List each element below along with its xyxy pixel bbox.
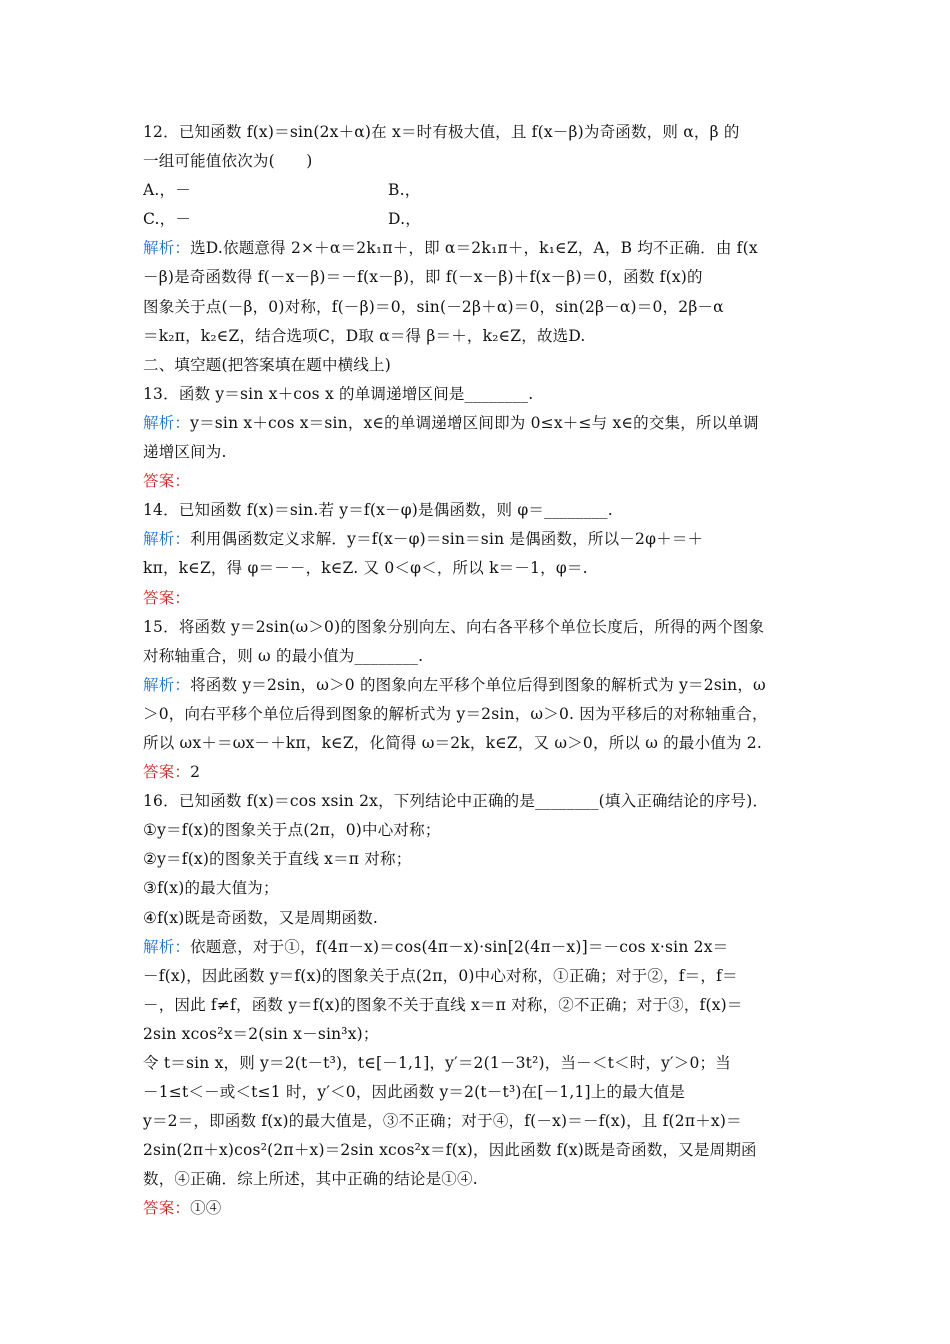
q13-analysis-line-2: 递增区间为.	[143, 443, 227, 462]
q12-stem-line-1: 12．已知函数 f(x)＝sin(2x＋α)在 x＝时有极大值，且 f(x－β)为奇函数，则 α，β 的	[143, 123, 740, 141]
q16-item-4: ④f(x)既是奇函数，又是周期函数.	[143, 908, 378, 927]
q15-answer	[143, 758, 809, 787]
q14-analysis-label: 解析：	[143, 530, 191, 549]
q13-analysis-label: 解析：	[143, 413, 191, 432]
q16-answer-label: 答案：	[143, 1199, 191, 1218]
q15-analysis-text: 将函数 y＝2sin，ω＞0 的图象向左平移个单位后得到图象的解析式为 y＝2sin，ω	[190, 675, 766, 694]
q16-answer	[143, 1194, 809, 1223]
q13-answer	[143, 467, 809, 496]
q12-option-d: D.，	[388, 210, 421, 229]
q16-analysis-line-1	[143, 933, 809, 962]
q12-analysis-line-2: －β)是奇函数得 f(－x－β)＝－f(x－β)，即 f(－x－β)＋f(x－β)＝0，函数 f(x)的	[143, 268, 703, 287]
q13-answer-label: 答案：	[143, 472, 191, 491]
q14-stem: 14．已知函数 f(x)＝sin.若 y＝f(x－φ)是偶函数，则 φ＝________.	[143, 501, 613, 520]
q16-analysis-line-5: 令 t＝sin x，则 y＝2(t－t³)，t∈[－1,1]，y′＝2(1－3t²)，当－＜t＜时，y′＞0；当	[143, 1054, 731, 1072]
content-area	[143, 118, 809, 1224]
q12-options-row-1	[143, 176, 809, 205]
q15-analysis-label: 解析：	[143, 675, 191, 694]
q15-answer-value: 2	[190, 763, 201, 782]
q16-analysis-line-3: －，因此 f≠f，函数 y＝f(x)的图象不关于直线 x＝π 对称，②不正确；对于③，f(x)＝	[143, 995, 743, 1014]
q16-analysis-line-2: －f(x)，因此函数 y＝f(x)的图象关于点(2π，0)中心对称，①正确；对于②，f＝，f＝	[143, 966, 738, 985]
q16-stem: 16．已知函数 f(x)＝cos xsin 2x，下列结论中正确的是________(填入正确结论的序号)．	[143, 792, 769, 811]
q12-analysis-line-3: 图象关于点(－β，0)对称，f(－β)＝0，sin(－2β＋α)＝0，sin(2β－α)＝0，2β－α	[143, 297, 724, 316]
q15-analysis-line-1	[143, 671, 809, 700]
q12-analysis-label: 解析：	[143, 239, 191, 258]
q15-stem-line-2: 对称轴重合，则 ω 的最小值为________.	[143, 646, 424, 665]
q12-options-row-2	[143, 205, 809, 234]
q16-analysis-line-9: 数，④正确．综上所述，其中正确的结论是①④.	[143, 1170, 478, 1189]
q14-answer-label: 答案：	[143, 588, 191, 607]
q16-analysis-line-8: 2sin(2π＋x)cos²(2π＋x)＝2sin xcos²x＝f(x)，因此函数 f(x)既是奇函数，又是周期函	[143, 1141, 757, 1160]
q16-answer-value: ①④	[190, 1199, 222, 1218]
q12-option-c: C.，－	[143, 210, 192, 229]
section-title: 二、填空题(把答案填在题中横线上)	[143, 355, 391, 374]
q14-analysis-line-1	[143, 525, 809, 554]
q16-item-2: ②y＝f(x)的图象关于直线 x＝π 对称；	[143, 850, 412, 869]
q15-analysis-line-3: 所以 ωx＋＝ωx－＋kπ，k∈Z，化简得 ω＝2k，k∈Z，又 ω＞0，所以 ω 的最小值为 2.	[143, 733, 762, 752]
q14-analysis-text: 利用偶函数定义求解．y＝f(x－φ)＝sin＝sin 是偶函数，所以－2φ＋＝＋	[190, 530, 704, 549]
q12-option-a: A.，－	[143, 181, 191, 200]
q13-analysis-text: y＝sin x＋cos x＝sin，x∈的单调递增区间即为 0≤x＋≤与 x∈的交集，所以单调	[190, 413, 759, 432]
q15-stem-line-1: 15．将函数 y＝2sin(ω＞0)的图象分别向左、向右各平移个单位长度后，所得的两个图象	[143, 617, 765, 636]
q16-item-1: ①y＝f(x)的图象关于点(2π，0)中心对称；	[143, 821, 441, 840]
q12-stem-line-2: 一组可能值依次为( )	[143, 152, 313, 171]
q15-analysis-line-2: ＞0，向右平移个单位后得到图象的解析式为 y＝2sin，ω＞0. 因为平移后的对称轴重合，	[143, 704, 768, 723]
q16-analysis-line-4: 2sin xcos²x＝2(sin x－sin³x)；	[143, 1024, 379, 1043]
q16-item-3: ③f(x)的最大值为；	[143, 879, 279, 898]
q15-answer-label: 答案：	[143, 763, 191, 782]
q13-stem: 13．函数 y＝sin x＋cos x 的单调递增区间是________.	[143, 384, 534, 403]
q16-analysis-text: 依题意，对于①，f(4π－x)＝cos(4π－x)·sin[2(4π－x)]＝－cos x·sin 2x＝	[190, 937, 729, 956]
q16-analysis-line-7: y＝2＝，即函数 f(x)的最大值是，③不正确；对于④，f(－x)＝－f(x)，且 f(2π＋x)＝	[143, 1112, 742, 1131]
q12-analysis-line-4: ＝k₂π，k₂∈Z，结合选项C，D取 α＝得 β＝＋，k₂∈Z，故选D.	[143, 326, 586, 345]
q14-analysis-line-2: kπ，k∈Z，得 φ＝－－，k∈Z. 又 0＜φ＜，所以 k＝－1，φ＝.	[143, 559, 588, 578]
q16-analysis-label: 解析：	[143, 937, 191, 956]
q12-analysis-text: 选D.依题意得 2×＋α＝2k₁π＋，即 α＝2k₁π＋，k₁∈Z，A，B 均不正确．由 f(x	[190, 239, 758, 258]
q12-option-b: B.，	[388, 181, 421, 200]
q13-analysis-line-1	[143, 409, 809, 438]
q12-analysis-line-1	[143, 234, 809, 263]
q16-analysis-line-6: －1≤t＜－或＜t≤1 时，y′＜0，因此函数 y＝2(t－t³)在[－1,1]上的最大值是	[143, 1083, 685, 1102]
q14-answer	[143, 584, 809, 613]
